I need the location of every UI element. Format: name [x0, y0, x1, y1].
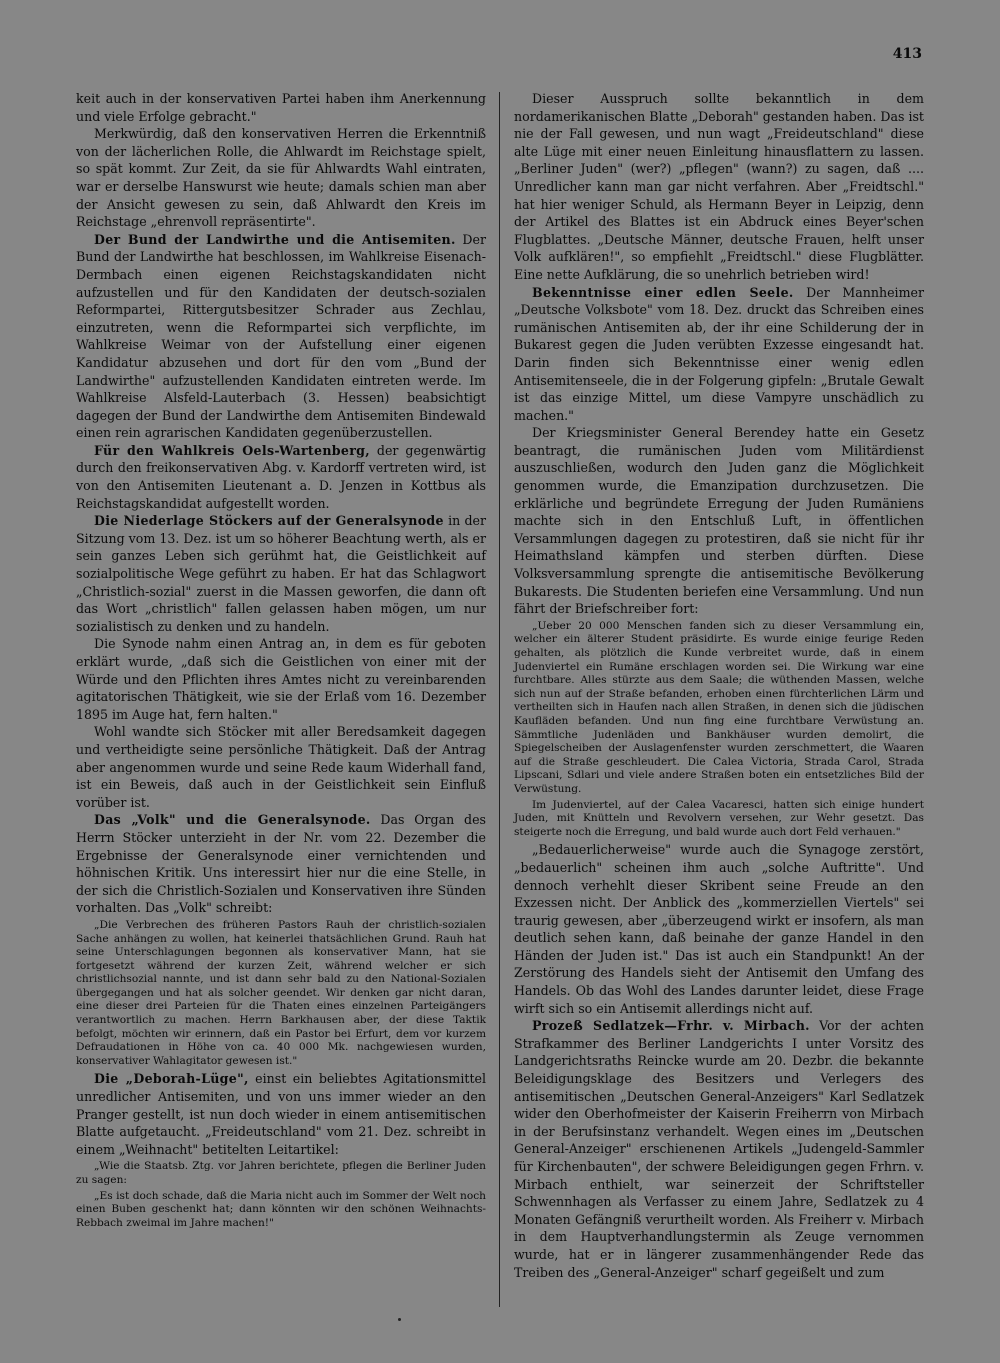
paragraph-text: Vor der achten Strafkammer des Berliner Landgerichts I unter Vorsitz des Landgerichtsraths Reincke wurde am 20. Dezbr. die bekannte Beleidigungsklage des Besitzers und Verlegers des antisemitischen „Deutschen General-Anzeigers" Karl Sedlatzek wider den Oberhofmeister der Kaiserin Freiherrn von Mirbach in der Berufsinstanz verhandelt. Wegen eines im „Deutschen General-Anzeiger" erschienenen Artikels „Judengeld-Sammler für Kirchenbauten", der schwere Beleidigungen gegen Frhrn. v. Mirbach enthielt, war seinerzeit der Schriftsteller Schwennhagen als Verfasser zu einem Jahre, Sedlatzek zu 4 Monaten Gefängniß verurtheilt worden. Als Freiherr v. Mirbach in dem Hauptverhandlungstermin als Zeuge vernommen wurde, hat er in längerer zusammenhängender Rede das Treiben des „General-Anzeiger" scharf gegeißelt und zum	[514, 1018, 924, 1280]
quoted-paragraph	[76, 1190, 486, 1231]
quoted-paragraph	[76, 919, 486, 1069]
paragraph-text: in der Sitzung vom 13. Dez. ist um so höherer Beachtung werth, als er sein ganzes Leben sich gerühmt hat, die Geistlichkeit auf sozialpolitische Wege geführt zu haben. Er hat das Schlagwort „Christlich-sozial" zuerst in die Massen geworfen, die dann oft das Wort „christlich" fallen gelassen haben mögen, um nur sozialistisch zu denken und zu handeln.	[76, 513, 486, 634]
page-number: 413	[892, 46, 922, 62]
page-mark	[398, 1318, 401, 1321]
column-divider	[499, 92, 500, 1307]
paragraph-text: Wohl wandte sich Stöcker mit aller Beredsamkeit dagegen und vertheidigte seine persönliche Thätigkeit. Daß der Antrag aber angenommen wurde und seine Rede kaum Widerhall fand, ist ein Beweis, daß auch in der Geistlichkeit sein Einfluß vorüber ist.	[76, 724, 486, 810]
article-heading: Der Bund der Landwirthe und die Antisemiten.	[94, 231, 456, 247]
paragraph-text: Das Organ des Herrn Stöcker unterzieht in der Nr. vom 22. Dezember die Ergebnisse der Generalsynode einer vernichtenden und höhnischen Kritik. Uns interessirt hier nur die eine Stelle, in der sich die Christlich-Sozialen und Konservativen ihre Sünden vorhalten. Das „Volk" schreibt:	[76, 812, 486, 916]
paragraph	[514, 841, 924, 1017]
right-column	[514, 90, 924, 1281]
paragraph-text: Dieser Ausspruch sollte bekanntlich in dem nordamerikanischen Blatte „Deborah" gestanden haben. Das ist nie der Fall gewesen, und nun wagt „Freideutschland" diese alte Lüge mit einer neuen Einleitung hinausflattern zu lassen. „Berliner Juden" (wer?) „pflegen" (wann?) zu sagen, daß .... Unredlicher kann man gar nicht verfahren. Aber „Freidtschl." hat hier weniger Schuld, als Hermann Beyer in Leipzig, denn der Artikel des Blattes ist ein Abdruck eines Beyer'schen Flugblattes. „Deutsche Männer, deutsche Frauen, helft unser Volk aufklären!", so empfiehlt „Freidtschl." diese Flugblätter. Eine nette Aufklärung, die so unehrlich betrieben wird!	[514, 91, 924, 282]
paragraph	[514, 284, 924, 425]
paragraph	[514, 90, 924, 284]
paragraph-text: der gegenwärtig durch den freikonservativen Abg. v. Kardorff vertreten wird, ist von den Antisemiten Lieutenant a. D. Jenzen in Kottbus als Reichstagskandidat aufgestellt worden.	[76, 442, 487, 511]
quoted-paragraph	[76, 1160, 486, 1187]
paragraph-text: „Ueber 20 000 Menschen fanden sich zu dieser Versammlung ein, welcher ein älterer Student präsidirte. Es wurde einige feurige Reden gehalten, als plötzlich die Kunde verbreitet wurde, daß in einem Judenviertel ein Rumäne erschlagen worden sei. Die Wirkung war eine furchtbare. Alles stürzte aus dem Saale; die wüthenden Massen, welche sich nun auf der Straße befanden, erhoben einen fürchterlichen Lärm und vertheilten sich in Haufen nach allen Straßen, in denen sich die jüdischen Kaufläden befanden. Und nun fing eine furchtbare Verwüstung an. Sämmtliche Judenläden und Bankhäuser wurden demolirt, die Spiegelscheiben der Auslagenfenster wurden zerschmettert, die Waaren auf die Straße geschleudert. Die Calea Victoria, Strada Carol, Strada Lipscani, Sdlari und viele andere Straßen boten ein entsetzliches Bild der Verwüstung.	[514, 619, 924, 795]
article-heading: Die „Deborah-Lüge",	[94, 1071, 249, 1087]
article-heading: Für den Wahlkreis Oels-Wartenberg,	[94, 442, 370, 458]
paragraph	[76, 723, 486, 811]
paragraph-text: „Es ist doch schade, daß die Maria nicht auch im Sommer der Welt noch einen Buben geschenkt hat; dann könnten wir den schönen Weihnachts-Rebbach zweimal im Jahre machen!"	[76, 1189, 486, 1229]
paragraph	[76, 90, 486, 125]
paragraph-text: Merkwürdig, daß den konservativen Herren die Erkenntniß von der lächerlichen Rolle, die Ahlwardt im Reichstage spielt, so spät kommt. Zur Zeit, da sie für Ahlwardts Wahl eintraten, war er derselbe Hanswurst wie heute; damals schien man aber der Ansicht gewesen zu sein, daß Ahlwardt den Kreis im Reichstage „ehrenvoll repräsentirte".	[76, 126, 486, 230]
quoted-paragraph	[514, 620, 924, 797]
paragraph-text: keit auch in der konservativen Partei haben ihm Anerkennung und viele Erfolge gebracht."	[76, 91, 486, 124]
paragraph	[514, 1017, 924, 1281]
article-heading: Prozeß Sedlatzek—Frhr. v. Mirbach.	[532, 1018, 810, 1034]
paragraph-text: Im Judenviertel, auf der Calea Vacaresci, hatten sich einige hundert Juden, mit Knütteln und Revolvern versehen, zur Wehr gesetzt. Das steigerte noch die Erregung, und bald wurde auch dort Feld verhauen."	[514, 798, 924, 838]
paragraph	[76, 635, 486, 723]
paragraph	[76, 231, 486, 442]
paragraph	[76, 811, 486, 917]
paragraph	[76, 125, 486, 231]
left-column	[76, 90, 486, 1232]
paragraph	[76, 1070, 486, 1158]
article-heading: Bekenntnisse einer edlen Seele.	[532, 284, 794, 300]
paragraph	[76, 442, 486, 512]
paragraph-text: Der Kriegsminister General Berendey hatte ein Gesetz beantragt, die rumänischen Juden vom Militärdienst auszuschließen, wodurch den Juden ganz die Möglichkeit genommen wurde, die Emanzipation durchzusetzen. Die erklärliche und begründete Erregung der Juden Rumäniens machte sich in den Entschluß Luft, in öffentlichen Versammlungen dagegen zu protestiren, daß sie nicht für ihr Heimathsland kämpfen und sterben dürften. Diese Volksversammlung sprengte die antisemitische Bevölkerung Bukarests. Die Studenten beriefen eine Versammlung. Und nun fährt der Briefschreiber fort:	[514, 425, 924, 617]
paragraph-text: Der Bund der Landwirthe hat beschlossen, im Wahlkreise Eisenach-Dermbach einen eigenen Reichstagskandidaten nicht aufzustellen und für den Kandidaten der deutsch-sozialen Reformpartei, Rittergutsbesitzer Schrader aus Zechlau, einzutreten, wenn die Reformpartei sich verpflichte, im Wahlkreise Weimar von der Aufstellung einer eigenen Kandidatur abzusehen und dort für den vom „Bund der Landwirthe" aufzustellenden Kandidaten eintreten werde. Im Wahlkreise Alsfeld-Lauterbach (3. Hessen) beabsichtigt dagegen der Bund der Landwirthe dem Antisemiten Bindewald einen rein agrarischen Kandidaten gegenüberzustellen.	[76, 231, 486, 441]
paragraph-text: „Wie die Staatsb. Ztg. vor Jahren berichtete, pflegen die Berliner Juden zu sagen:	[76, 1160, 486, 1186]
quoted-paragraph	[514, 799, 924, 840]
paragraph	[514, 424, 924, 618]
paragraph-text: „Bedauerlicherweise" wurde auch die Synagoge zerstört, „bedauerlich" scheinen ihm auch „solche Auftritte". Und dennoch verhehlt dieser Skribent seine Freude an den Exzessen nicht. Der Anblick des „kommerziellen Viertels" sei traurig gewesen, aber „überzeugend wirkt er insofern, als man deutlich sehen kann, daß beinahe der ganze Handel in den Händen der Juden ist." Das ist auch ein Standpunkt! An der Zerstörung des Handels sieht der Antisemit den Umfang des Handels. Ob das Wohl des Landes darunter leidet, diese Frage wirft sich so ein Antisemit allerdings nicht auf.	[514, 842, 924, 1016]
paragraph-text: einst ein beliebtes Agitationsmittel unredlicher Antisemiten, und von uns immer wieder an den Pranger gestellt, ist nun doch wieder in einem antisemitischen Blatte aufgetaucht. „Freideutschland" vom 21. Dez. schreibt in einem „Weihnacht" betitelten Leitartikel:	[76, 1071, 486, 1157]
article-heading: Das „Volk" und die Generalsynode.	[94, 812, 371, 828]
paragraph-text: Die Synode nahm einen Antrag an, in dem es für geboten erklärt wurde, „daß sich die Geistlichen von einer mit der Würde und den Pflichten ihres Amtes nicht zu vereinbarenden agitatorischen Thätigkeit, wie sie der Erlaß vom 16. Dezember 1895 im Auge hat, fern halten."	[76, 636, 486, 722]
article-heading: Die Niederlage Stöckers auf der Generalsynode	[94, 513, 444, 529]
paragraph	[76, 512, 486, 635]
paragraph-text: „Die Verbrechen des früheren Pastors Rauh der christlich-sozialen Sache anhängen zu wollen, hat keinerlei thatsächlichen Grund. Rauh hat seine Unterschlagungen begonnen als konservativer Mann, hat sie fortgesetzt während der kurzen Zeit, während welcher er sich christlichsozial nannte, und ist dann sehr bald zu den National-Sozialen übergegangen und hat als solcher geendet. Wir denken gar nicht daran, eine dieser drei Parteien für die Thaten eines einzelnen Parteigängers verantwortlich zu machen. Herrn Barkhausen aber, der diese Taktik befolgt, möchten wir erinnern, daß ein Pastor bei Erfurt, dem vor kurzem Defraudationen in Höhe von ca. 40 000 Mk. nachgewiesen wurden, konservativer Wahlagitator gewesen ist."	[76, 918, 486, 1067]
paragraph-text: Der Mannheimer „Deutsche Volksbote" vom 18. Dez. druckt das Schreiben eines rumänischen Antisemiten ab, der ihr eine Schilderung der in Bukarest gegen die Juden verübten Exzesse eingesandt hat. Darin finden sich Bekenntnisse einer wenig edlen Antisemitenseele, die in der Folgerung gipfeln: „Brutale Gewalt ist das einzige Mittel, um diese Vampyre unschädlich zu machen."	[514, 284, 924, 423]
